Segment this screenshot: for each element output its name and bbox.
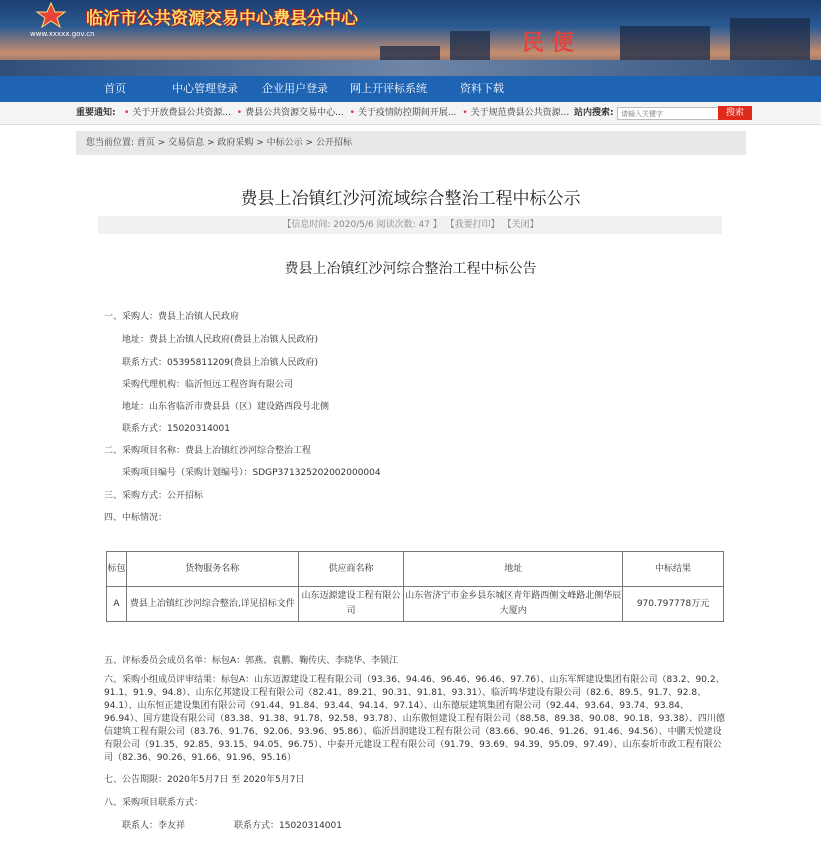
contact-person: 联系人：李友祥 (122, 821, 186, 831)
table-header-cell: 货物服务名称 (126, 552, 298, 587)
table-row (107, 587, 724, 622)
notice-item[interactable]: 关于开放费县公共资源... (132, 108, 231, 118)
site-title[interactable]: 临沂市公共资源交易中心费县分中心 (86, 9, 358, 29)
article-meta (98, 216, 722, 234)
purchaser-line: 一、采购人：费县上冶镇人民政府 (104, 312, 240, 322)
nav-item-downloads[interactable]: 资料下载 (460, 82, 504, 95)
notice-period-line: 七、公告期限：2020年5月7日 至 2020年5月7日 (104, 775, 305, 785)
table-header-cell: 中标结果 (623, 552, 724, 587)
notice-bar (0, 102, 821, 125)
site-search-button[interactable]: 搜索 (718, 106, 752, 120)
bullet-icon: • (236, 108, 243, 118)
nav-item-online-bidding[interactable]: 网上开评标系统 (350, 82, 427, 95)
logo-subtext: www.xxxxx.gov.cn (30, 30, 95, 38)
header-banner (0, 0, 821, 76)
notice-item[interactable]: 关于规范费县公共资源... (470, 108, 570, 118)
site-logo-icon[interactable] (34, 2, 68, 28)
table-cell: 970.797778万元 (623, 587, 724, 622)
committee-line: 五、评标委员会成员名单：标包A：郭燕、袁鹏、鞠传庆、李晓华、李锁江 (104, 656, 399, 666)
notice-item[interactable]: 费县公共资源交易中心... (245, 108, 344, 118)
purchaser-contact: 联系方式：05395811209(费县上冶镇人民政府) (122, 358, 319, 368)
announcement-title: 费县上冶镇红沙河综合整治工程中标公告 (284, 261, 537, 277)
meta-info: 【信息时间: 2020/5/6 阅读次数: 47 】 (282, 220, 442, 230)
table-cell: 山东迈源建设工程有限公司 (298, 587, 404, 622)
agency-contact: 联系方式：15020314001 (122, 424, 230, 434)
project-name-line: 二、采购项目名称：费县上冶镇红沙河综合整治工程 (104, 446, 312, 456)
contact-heading: 八、采购项目联系方式： (104, 798, 204, 808)
main-nav (0, 76, 821, 102)
breadcrumb: 您当前位置: 首页 > 交易信息 > 政府采购 > 中标公示 > 公开招标 (76, 131, 746, 155)
notice-item[interactable]: 关于疫情防控期间开展... (357, 108, 457, 118)
table-header-cell: 地址 (404, 552, 623, 587)
site-search-input[interactable] (617, 107, 721, 120)
table-header-cell: 标包 (107, 552, 127, 587)
close-link[interactable]: 【关闭】 (502, 220, 539, 230)
purchaser-address: 地址：费县上冶镇人民政府(费县上冶镇人民政府) (122, 335, 319, 345)
banner-slogan: 民 便 (522, 31, 574, 56)
print-link[interactable]: 【我要打印】 (445, 220, 500, 230)
nav-item-company-login[interactable]: 企业用户登录 (262, 82, 328, 95)
banner-water (0, 60, 821, 76)
bullet-icon: • (349, 108, 355, 118)
table-header-cell: 供应商名称 (298, 552, 404, 587)
table-header-row (107, 552, 724, 587)
review-results: 六、采购小组成员评审结果：标包A：山东迈源建设工程有限公司（93.36、94.46、96.46、96.46、97.76）、山东军辉建设集团有限公司（83.2、90.2、91.1、91.9、94.8）、山东亿邦建设工程有限公司（82.41、89.21、90.31、91.81、93.31）、临沂鸣华建设有限公司（82.6、89.5、91.7、92.8、94.1）、山东恒正建设集团有限公司（91.44、91.84、93.44、94.14、97.14）、山东德辰建筑集团有限公司（92.44、93.64、93.74、93.84、96.94）、国方建设有限公司（83.38、91.38、91.78、92.58、93.78）、山东傲恒建设工程有限公司（88.58、89.38、90.08、90.18、93.38）、四川德信建筑工程有限公司（83.76、91.76、92.06、93.96、95.86）、临沂昌润建设工程有限公司（83.66、90.46、91.26、91.46、94.56）、中鹏天悦建设有限公司（91.35、92.85、93.15、94.05、96.75）、中泰开元建设工程有限公司（91.79、93.69、94.39、95.09、97.49）、山东泰圻市政工程有限公司（82.36、90.26、91.66、91.96、95.16） (104, 675, 725, 763)
notice-label: 重要通知: (76, 108, 116, 118)
table-cell: A (107, 587, 127, 622)
table-cell: 山东省济宁市金乡县东城区青年路西侧文峰路北侧华辰大厦内 (404, 587, 623, 622)
procurement-method-line: 三、采购方式：公开招标 (104, 491, 204, 501)
project-number-line: 采购项目编号（采购计划编号）：SDGP371325202002000004 (122, 468, 381, 478)
site-search-label: 站内搜索: (574, 108, 614, 118)
nav-item-center-login[interactable]: 中心管理登录 (172, 82, 238, 95)
agency-address: 地址：山东省临沂市费县县（区）建设路西段号北侧 (122, 402, 330, 412)
notice-marquee (124, 102, 570, 124)
nav-item-home[interactable]: 首页 (104, 82, 126, 95)
contact-phone: 联系方式：15020314001 (234, 821, 342, 831)
award-heading: 四、中标情况： (104, 513, 168, 523)
award-table (106, 551, 724, 622)
bullet-icon: • (462, 108, 468, 118)
page-title: 费县上冶镇红沙河流域综合整治工程中标公示 (240, 189, 581, 209)
bullet-icon: • (124, 108, 130, 118)
table-cell: 费县上冶镇红沙河综合整治,详见招标文件 (126, 587, 298, 622)
agency-line: 采购代理机构：临沂恒远工程咨询有限公司 (122, 380, 294, 390)
